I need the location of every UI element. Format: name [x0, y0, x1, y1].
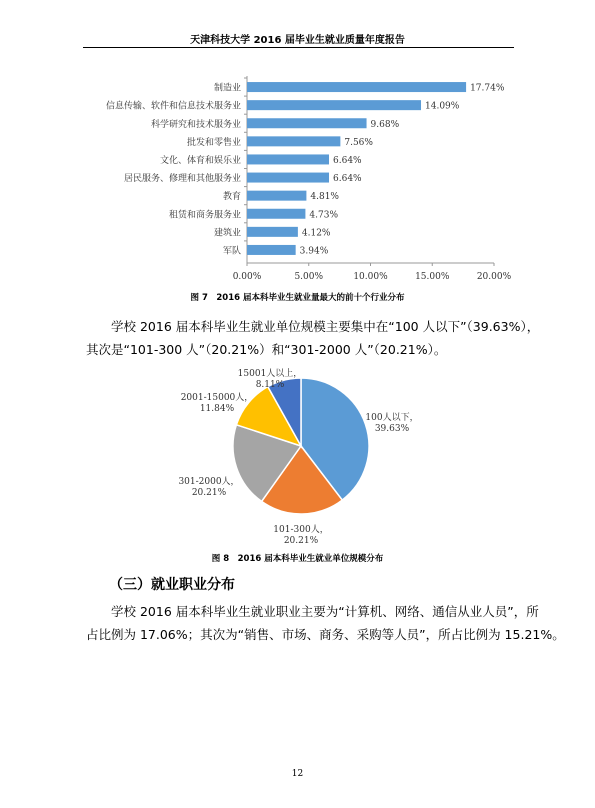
paragraph-line: 学校 2016 届本科毕业生就业单位规模主要集中在“100 人以下”（39.63%），	[111, 319, 540, 334]
category-label: 军队	[222, 246, 241, 257]
header-title: 天津科技大学 2016 届毕业生就业质量年度报告	[190, 35, 405, 46]
header-rule	[83, 47, 514, 48]
slice-label: 301-2000人，	[178, 477, 240, 487]
bar	[247, 118, 367, 128]
page-number: 12	[291, 769, 304, 779]
paragraph-unit-size	[86, 315, 540, 361]
paragraph-line: 其次是“101-300 人”（20.21%）和“301-2000 人”（20.21%）。	[86, 342, 447, 357]
category-label: 信息传输、软件和信息技术服务业	[105, 101, 241, 112]
bar-value-label: 3.94%	[299, 246, 329, 257]
x-tick-label: 15.00%	[415, 272, 450, 282]
x-tick-label: 0.00%	[232, 272, 262, 282]
slice-value-label: 20.21%	[191, 488, 227, 498]
bar	[247, 173, 329, 183]
slice-label: 15001人以上，	[237, 369, 303, 379]
category-label: 制造业	[213, 83, 241, 94]
category-label: 批发和零售业	[186, 137, 241, 148]
slice-label: 101-300人，	[273, 525, 329, 535]
bar-value-label: 17.74%	[470, 83, 505, 94]
section-heading: （三）就业职业分布	[109, 577, 235, 593]
bar	[247, 191, 306, 201]
bar	[247, 154, 329, 164]
bar	[247, 227, 298, 237]
bar-value-label: 7.56%	[344, 137, 373, 148]
bar-value-label: 4.73%	[309, 210, 339, 221]
slice-value-label: 20.21%	[283, 536, 319, 545]
category-label: 教育	[222, 192, 241, 203]
bar-value-label: 14.09%	[425, 101, 460, 112]
slice-label: 2001-15000人，	[180, 393, 254, 403]
bar	[247, 209, 305, 219]
category-label: 租赁和商务服务业	[168, 210, 241, 221]
x-tick-label: 10.00%	[353, 272, 388, 282]
bar	[247, 245, 296, 255]
slice-label: 100人以下，	[365, 413, 419, 423]
bar-value-label: 4.12%	[301, 228, 331, 239]
industry-bar-chart	[0, 70, 595, 285]
slice-value-label: 39.63%	[374, 424, 410, 434]
bar-value-label: 6.64%	[333, 174, 362, 185]
x-tick-label: 20.00%	[476, 272, 512, 282]
bar	[247, 82, 466, 92]
bar-value-label: 4.81%	[310, 192, 339, 203]
category-label: 科学研究和技术服务业	[150, 119, 241, 130]
slice-value-label: 11.84%	[199, 404, 235, 414]
bar	[247, 136, 340, 146]
paragraph-occupation	[86, 600, 565, 646]
category-label: 文化、体育和娱乐业	[159, 155, 241, 166]
bar-value-label: 6.64%	[333, 155, 362, 166]
unit-size-pie-chart	[0, 360, 595, 545]
category-label: 建筑业	[213, 228, 241, 239]
bar-value-label: 9.68%	[370, 119, 400, 130]
category-label: 居民服务、修理和其他服务业	[123, 174, 241, 185]
x-tick-label: 5.00%	[294, 272, 324, 282]
paragraph-line: 学校 2016 届本科毕业生就业职业主要为“计算机、网络、通信从业人员”，所	[111, 604, 539, 619]
slice-value-label: 8.11%	[255, 380, 285, 390]
figure8-caption: 图 8 2016 届本科毕业生就业单位规模分布	[211, 554, 384, 564]
paragraph-line: 占比例为 17.06%；其次为“销售、市场、商务、采购等人员”，所占比例为 15.21%。	[86, 627, 565, 642]
bar	[247, 100, 421, 110]
figure7-caption: 图 7 2016 届本科毕业生就业量最大的前十个行业分布	[190, 293, 405, 303]
